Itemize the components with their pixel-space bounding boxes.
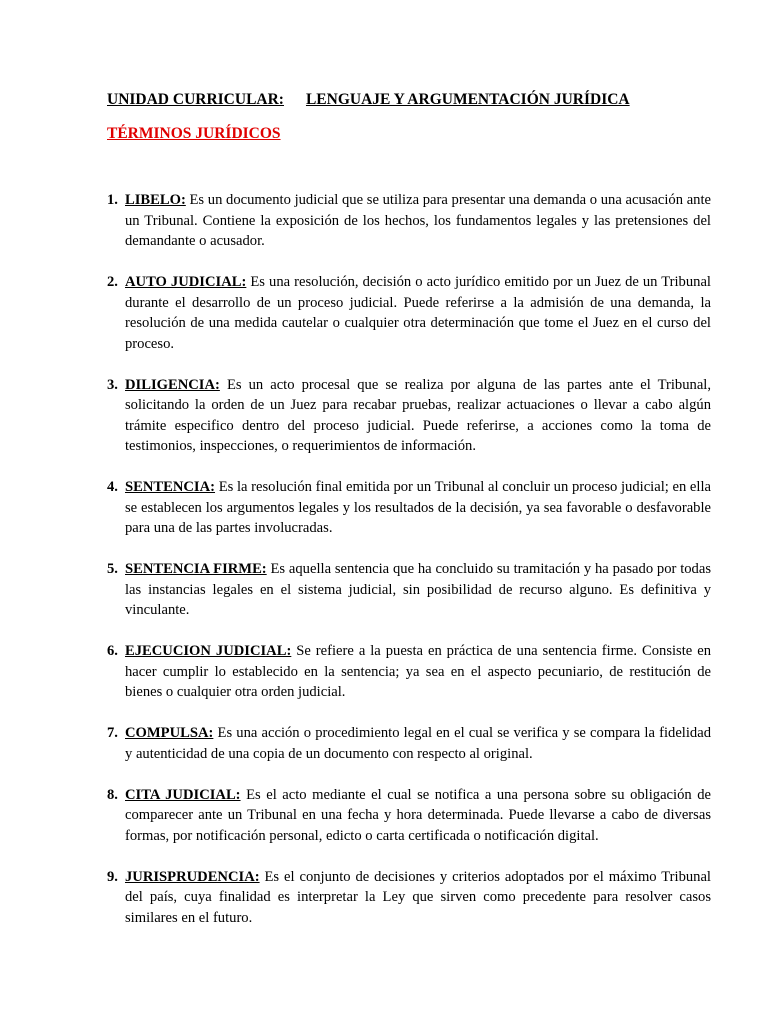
term-definition: Es un acto procesal que se realiza por alguna de las partes ante el Tribunal, solicitando la orden de un Juez para recabar pruebas, realizar actuaciones o llevar a cabo algún trámite especifico dentro del proceso judicial. Puede referirse, a acciones como la toma de testimonios, inspecciones, o requerimientos de información.: [125, 376, 711, 454]
term-label: CITA JUDICIAL:: [125, 786, 241, 803]
term-number: 9.: [107, 868, 118, 885]
course-header: [107, 91, 630, 109]
term-label: JURISPRUDENCIA:: [125, 868, 260, 885]
term-number: 4.: [107, 479, 118, 495]
term-definition: Es el conjunto de decisiones y criterios adoptados por el máximo Tribunal del país, cuya finalidad es interpretar la Ley que sirven como precedente para resolver casos similares en el futuro.: [125, 868, 711, 926]
term-number: 2.: [107, 274, 118, 290]
term-label: LIBELO:: [125, 192, 186, 208]
list-item: [107, 723, 711, 764]
term-label: EJECUCION JUDICIAL:: [125, 643, 292, 659]
term-definition: Es el acto mediante el cual se notifica a una persona sobre su obligación de comparecer ante un Tribunal en una fecha y hora determinada. Puede llevarse a cabo de diversas formas, por notificación personal, edicto o carta certificada o notificación digital.: [125, 786, 711, 844]
term-definition: Se refiere a la puesta en práctica de una sentencia firme. Consiste en hacer cumplir lo establecido en la sentencia; ya sea en el aspecto pecuniario, de restitución de bienes o cualquier otra orden judicial.: [125, 643, 711, 700]
list-item: [107, 559, 711, 621]
list-item: [107, 190, 711, 252]
term-definition: Es la resolución final emitida por un Tribunal al concluir un proceso judicial; en ella se establecen los argumentos legales y los resultados de la decisión, ya sea favorable o desfavorable para una de las partes involucradas.: [125, 479, 711, 536]
list-item: [107, 272, 711, 354]
term-number: 6.: [107, 643, 118, 659]
course-unit-name: LENGUAJE Y ARGUMENTACIÓN JURÍDICA: [305, 91, 630, 108]
term-number: 3.: [107, 376, 118, 393]
terms-list: [107, 190, 711, 949]
term-number: 7.: [107, 725, 118, 741]
term-label: SENTENCIA:: [125, 479, 216, 495]
list-item: [107, 375, 711, 457]
term-label: COMPULSA:: [125, 725, 214, 741]
term-label: SENTENCIA FIRME:: [125, 561, 267, 577]
term-definition: Es aquella sentencia que ha concluido su tramitación y ha pasado por todas las instancias legales en el sistema judicial, sin posibilidad de recurso alguno. Es definitiva y vinculante.: [125, 561, 712, 618]
term-label: DILIGENCIA:: [125, 376, 220, 393]
term-label: AUTO JUDICIAL:: [125, 274, 247, 290]
term-number: 8.: [107, 786, 118, 803]
list-item: [107, 641, 711, 703]
list-item: [107, 785, 711, 847]
term-number: 1.: [107, 192, 118, 208]
term-definition: Es una resolución, decisión o acto jurídico emitido por un Juez de un Tribunal durante el desarrollo de un proceso judicial. Puede referirse a la admisión de una demanda, la resolución de una medida cautelar o cualquier otra determinación que tome el Juez en el curso del proceso.: [125, 274, 711, 352]
section-title: TÉRMINOS JURÍDICOS: [107, 125, 281, 142]
term-definition: Es una acción o procedimiento legal en el cual se verifica y se compara la fidelidad y autenticidad de una copia de un documento con respecto al original.: [125, 725, 711, 762]
list-item: [107, 867, 711, 929]
term-number: 5.: [107, 561, 118, 577]
course-unit-label: UNIDAD CURRICULAR:: [107, 91, 284, 108]
term-definition: Es un documento judicial que se utiliza para presentar una demanda o una acusación ante un Tribunal. Contiene la exposición de los hechos, los fundamentos legales y las pretensiones del demandante o acusador.: [125, 192, 712, 249]
list-item: [107, 477, 711, 539]
